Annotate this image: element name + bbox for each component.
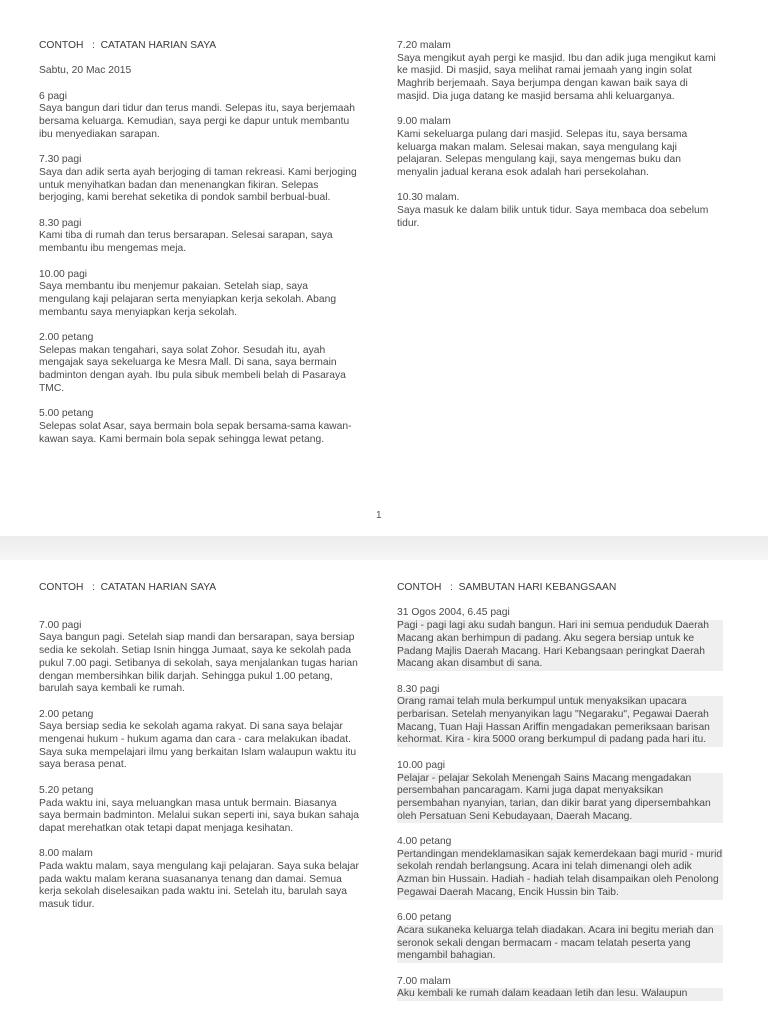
entry-time: 10.00 pagi <box>39 268 88 280</box>
entry-time: 6 pagi <box>39 90 68 102</box>
diary-entry <box>39 408 361 446</box>
page1-right-column <box>397 40 719 231</box>
diary-entry <box>39 154 361 205</box>
section-heading: CONTOH : SAMBUTAN HARI KEBANGSAAN <box>397 582 617 593</box>
entry-time: 5.00 petang <box>39 408 94 420</box>
entry-time: 7.20 malam <box>397 40 451 51</box>
entry-text: Saya dan adik serta ayah berjoging di taman rekreasi. Kami berjoging untuk menyihatkan badan dan menenangkan fikiran. Selepas berjoging, kami berehat seketika di pondok sambil berbual-bual. <box>39 166 357 204</box>
entry-text: Acara sukaneka keluarga telah diadakan. Acara ini begitu meriah dan seronok sekali dengan bermacam - macam telatah peserta yang mengambil bahagian. <box>397 925 723 963</box>
entry-time: 8.30 pagi <box>39 217 82 229</box>
entry-text: Kami tiba di rumah dan terus bersarapan. Selesai sarapan, saya membantu ibu mengemas meja. <box>39 230 333 255</box>
entry-time: 5.20 petang <box>39 784 94 796</box>
event-entry <box>397 684 723 748</box>
entry-time: 7.00 malam <box>397 975 451 987</box>
diary-entry <box>39 709 361 773</box>
section-heading: CONTOH : CATATAN HARIAN SAYA <box>39 40 217 51</box>
diary-entry <box>39 620 361 696</box>
entry-text: Pelajar - pelajar Sekolah Menengah Sains Macang mengadakan persembahan pancaragam. Kami juga dapat menyaksikan persembahan nyanyian, tarian, dan dikir barat yang dipersembahkan oleh Persatuan Seni Kebudayaan, Daerah Macang. <box>397 773 723 824</box>
event-entry <box>397 836 723 900</box>
event-entry <box>397 760 723 824</box>
entry-text: Orang ramai telah mula berkumpul untuk menyaksikan upacara perbarisan. Setelah menyanyikan lagu "Negaraku", Pegawai Daerah Macang, Tuan Haji Hassan Ariffin mengadakan pemeriksaan barisan kehormat. Kira - kira 5000 orang berkumpul di padang pada hari itu. <box>397 696 723 747</box>
entry-text: Pertandingan mendeklamasikan sajak kemerdekaan bagi murid - murid sekolah rendah berlangsung. Acara ini telah dimenangi oleh adik Azman bin Hussain. Hadiah - hadiah telah disampaikan oleh Penolong Pegawai Daerah Macang, Encik Hussin bin Taib. <box>397 848 723 898</box>
entry-time: 2.00 petang <box>39 332 94 344</box>
entry-text: Saya bangun pagi. Setelah siap mandi dan bersarapan, saya bersiap sedia ke sekolah. Setiap Isnin hingga Jumaat, saya ke sekolah pada pukul 7.00 pagi. Setibanya di sekolah, saya menjalankan tugas harian dengan membersihkan bilik darjah. Sehingga pukul 1.00 petang, barulah saya kembali ke rumah. <box>39 632 358 695</box>
entry-text: Pagi - pagi lagi aku sudah bangun. Hari ini semua penduduk Daerah Macang akan berhimpun di padang. Aku segera bersiap untuk ke Padang Majlis Daerah Macang. Hari Kebangsaan peringkat Daerah Macang akan disambut di sana. <box>397 620 723 671</box>
event-entry <box>397 976 723 1001</box>
diary-date: Sabtu, 20 Mac 2015 <box>39 65 132 77</box>
event-entry <box>397 607 723 671</box>
diary-entry <box>39 848 361 912</box>
entry-text: Selepas solat Asar, saya bermain bola sepak bersama-sama kawan-kawan saya. Kami bermain bola sepak sehingga lewat petang. <box>39 420 352 445</box>
diary-entry <box>397 40 719 104</box>
entry-text: Saya mengikut ayah pergi ke masjid. Ibu dan adik juga mengikut kami ke masjid. Di masjid, saya melihat ramai jemaah yang ingin solat Maghrib berjemaah. Saya berjumpa dengan kawan baik saya di masjid. Dia juga datang ke masjid bersama ahli keluarganya. <box>397 52 716 102</box>
entry-text: Selepas makan tengahari, saya solat Zohor. Sesudah itu, ayah mengajak saya sekeluarga ke Mesra Mall. Di sana, saya bermain badminton dengan ayah. Ibu pula sibuk membeli belah di Pasaraya TMC. <box>39 344 346 394</box>
entry-time: 10.00 pagi <box>397 759 446 771</box>
page2-left-column <box>39 582 361 912</box>
diary-entry <box>39 332 361 396</box>
entry-text: Aku kembali ke rumah dalam keadaan letih dan lesu. Walaupun <box>397 988 723 1001</box>
entry-text: Saya masuk ke dalam bilik untuk tidur. Saya membaca doa sebelum tidur. <box>397 205 709 229</box>
entry-time: 10.30 malam. <box>397 192 460 204</box>
diary-entry <box>39 218 361 256</box>
diary-entry <box>397 192 719 230</box>
entry-text: Saya bersiap sedia ke sekolah agama rakyat. Di sana saya belajar mengenai hukum - hukum agama dan cara - cara melakukan ibadat. Saya suka mempelajari ilmu yang berkaitan Islam walaupun waktu itu saya berasa penat. <box>39 721 357 771</box>
page2-right-column <box>397 582 723 1001</box>
entry-time: 8.30 pagi <box>397 683 440 695</box>
diary-entry <box>39 269 361 320</box>
entry-time: 2.00 petang <box>39 708 94 720</box>
entry-time: 4.00 petang <box>397 836 452 847</box>
page-number: 1 <box>376 510 382 521</box>
entry-time: 9.00 malam <box>397 116 451 128</box>
page1-left-column <box>39 40 361 446</box>
diary-entry <box>39 785 361 836</box>
entry-text: Pada waktu malam, saya mengulang kaji pelajaran. Saya suka belajar pada waktu malam kerana suasananya tenang dan damai. Semua kerja sekolah diselesaikan pada waktu ini. Setelah itu, barulah saya masuk tidur. <box>39 861 359 911</box>
entry-time: 6.00 petang <box>397 912 452 924</box>
entry-text: Pada waktu ini, saya meluangkan masa untuk bermain. Biasanya saya bermain badminton. Melalui sukan seperti ini, saya bukan sahaja dapat merehatkan otak tetapi dapat menjaga kesihatan. <box>39 797 359 834</box>
entry-time: 31 Ogos 2004, 6.45 pagi <box>397 607 510 619</box>
diary-entry <box>397 116 719 180</box>
page-separator <box>0 536 768 560</box>
section-heading: CONTOH : CATATAN HARIAN SAYA <box>39 582 217 593</box>
entry-time: 7.00 pagi <box>39 619 82 631</box>
event-entry <box>397 912 723 963</box>
entry-text: Saya membantu ibu menjemur pakaian. Setelah siap, saya mengulang kaji pelajaran serta menyiapkan kerja sekolah. Abang membantu saya menyiapkan kerja sekolah. <box>39 281 337 318</box>
entry-text: Saya bangun dari tidur dan terus mandi. Selepas itu, saya berjemaah bersama keluarga. Kemudian, saya pergi ke dapur untuk membantu ibu menyediakan sarapan. <box>39 103 355 140</box>
entry-time: 8.00 malam <box>39 848 93 860</box>
entry-time: 7.30 pagi <box>39 154 82 166</box>
diary-entry <box>39 91 361 142</box>
entry-text: Kami sekeluarga pulang dari masjid. Selepas itu, saya bersama keluarga makan malam. Selesai makan, saya mengulang kaji pelajaran. Selepas mengulang kaji, saya mengemas buku dan menyalin jadual kerana esok adalah hari persekolahan. <box>397 128 688 179</box>
